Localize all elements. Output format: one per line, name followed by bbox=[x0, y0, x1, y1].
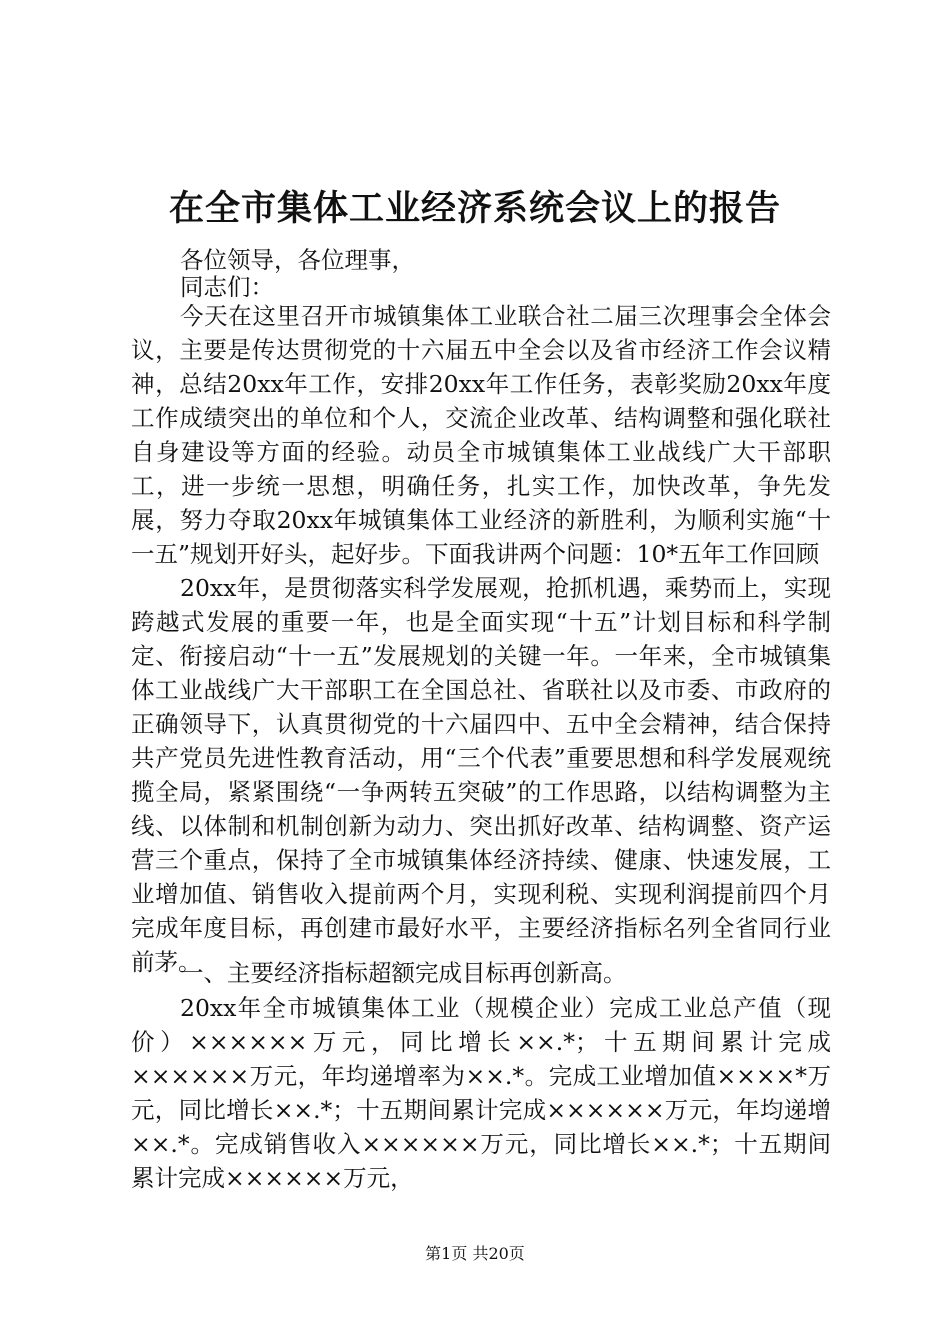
section-heading-1: 一、主要经济指标超额完成目标再创新高。 bbox=[180, 959, 627, 987]
document-title: 在全市集体工业经济系统会议上的报告 bbox=[168, 188, 781, 229]
page-footer: 第1页 共20页 bbox=[425, 1244, 525, 1263]
paragraph-opening: 今天在这里召开市城镇集体工业联合社二届三次理事会全体会议，主要是传达贯彻党的十六届五中全会以及省市经济工作会议精神，总结20xx年工作，安排20xx年工作任务，表彰奖励20xx年度工作成绩突出的单位和个人，交流企业改革、结构调整和强化联社自身建设等方面的经验。动员全市城镇集体工业战线广大干部职工，进一步统一思想，明确任务，扎实工作，加快改革，争先发展，努力夺取20xx年城镇集体工业经济的新胜利，为顺利实施“十一五”规划开好头，起好步。下面我讲两个问题：10*五年工作回顾 bbox=[131, 302, 831, 568]
salutation-leaders: 各位领导，各位理事， bbox=[180, 246, 415, 274]
paragraph-review: 20xx年，是贯彻落实科学发展观，抢抓机遇，乘势而上，实现跨越式发展的重要一年，也是全面实现“十五”计划目标和科学制定、衔接启动“十一五”发展规划的关键一年。一年来，全市城镇集体工业战线广大干部职工在全国总社、省联社以及市委、市政府的正确领导下，认真贯彻党的十六届四中、五中全会精神，结合保持共产党员先进性教育活动，用“三个代表”重要思想和科学发展观统揽全局，紧紧围绕“一争两转五突破”的工作思路，以结构调整为主线、以体制和机制创新为动力、突出抓好改革、结构调整、资产运营三个重点，保持了全市城镇集体经济持续、健康、快速发展，工业增加值、销售收入提前两个月，实现利税、实现利润提前四个月完成年度目标，再创建市最好水平，主要经济指标名列全省同行业前茅。 bbox=[131, 574, 831, 976]
paragraph-indicators: 20xx年全市城镇集体工业（规模企业）完成工业总产值（现价）××××××万元，同比增长××.*；十五期间累计完成××××××万元，年均递增率为××.*。完成工业增加值××××*万元，同比增长××.*；十五期间累计完成××××××万元，年均递增××.*。完成销售收入××××××万元，同比增长××.*；十五期间累计完成××××××万元， bbox=[131, 994, 831, 1192]
salutation-comrades: 同志们： bbox=[180, 273, 274, 301]
